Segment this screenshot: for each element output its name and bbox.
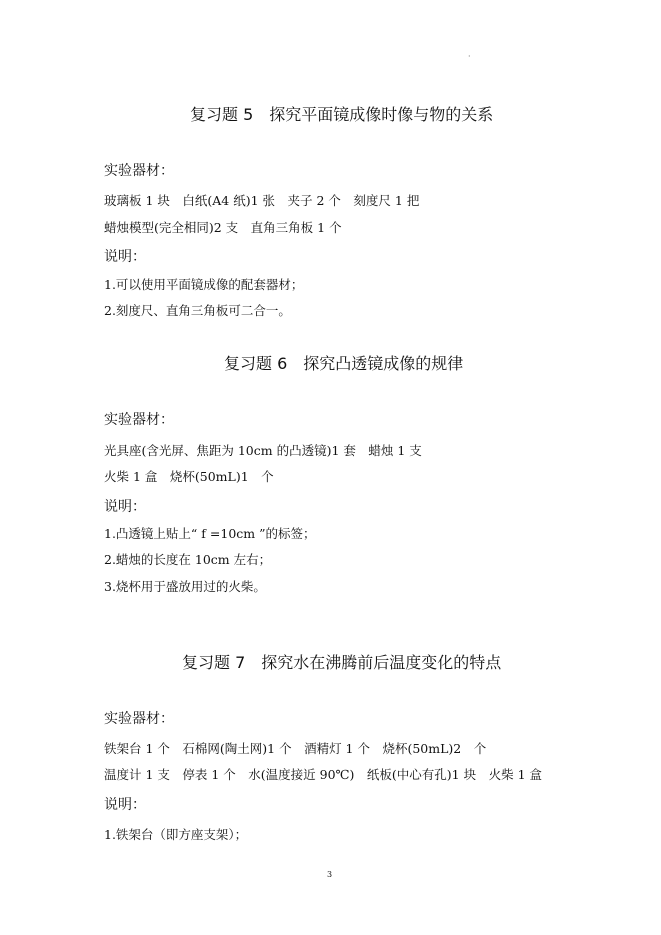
materials-line-6-2: 火柴 1 盒 烧杯(50mL)1 个 — [104, 469, 274, 484]
notes-label-5: 说明： — [104, 249, 146, 265]
materials-label-6: 实验器材： — [104, 412, 174, 428]
note-6-2: 2.蜡烛的长度在 10cm 左右； — [104, 552, 272, 567]
notes-label-7: 说明： — [104, 797, 146, 813]
note-6-3: 3.烧杯用于盛放用过的火柴。 — [104, 579, 266, 594]
note-5-2: 2.刻度尺、直角三角板可二合一。 — [104, 303, 291, 318]
notes-label-6: 说明： — [104, 499, 146, 515]
section-title-7: 复习题 7 探究水在沸腾前后温度变化的特点 — [182, 653, 502, 672]
materials-label-7: 实验器材： — [104, 711, 174, 727]
materials-line-7-2: 温度计 1 支 停表 1 个 水(温度接近 90℃) 纸板(中心有孔)1 块 火柴 1 盒 — [104, 767, 542, 782]
corner-mark: · — [468, 52, 471, 61]
section-title-6: 复习题 6 探究凸透镜成像的规律 — [224, 354, 464, 373]
note-7-1: 1.铁架台（即方座支架）； — [104, 827, 248, 842]
materials-line-7-1: 铁架台 1 个 石棉网(陶土网)1 个 酒精灯 1 个 烧杯(50mL)2 个 — [104, 741, 487, 756]
materials-line-5-2: 蜡烛模型(完全相同)2 支 直角三角板 1 个 — [104, 220, 342, 235]
note-5-1: 1.可以使用平面镜成像的配套器材； — [104, 277, 304, 292]
materials-label-5: 实验器材： — [104, 163, 174, 179]
materials-line-6-1: 光具座(含光屏、焦距为 10cm 的凸透镜)1 套 蜡烛 1 支 — [104, 443, 422, 458]
note-6-1: 1.凸透镜上贴上“ f =10cm ”的标签； — [104, 526, 316, 541]
page-number: 3 — [327, 870, 333, 879]
section-title-5: 复习题 5 探究平面镜成像时像与物的关系 — [190, 105, 494, 124]
materials-line-5-1: 玻璃板 1 块 白纸(A4 纸)1 张 夹子 2 个 刻度尺 1 把 — [104, 193, 420, 208]
